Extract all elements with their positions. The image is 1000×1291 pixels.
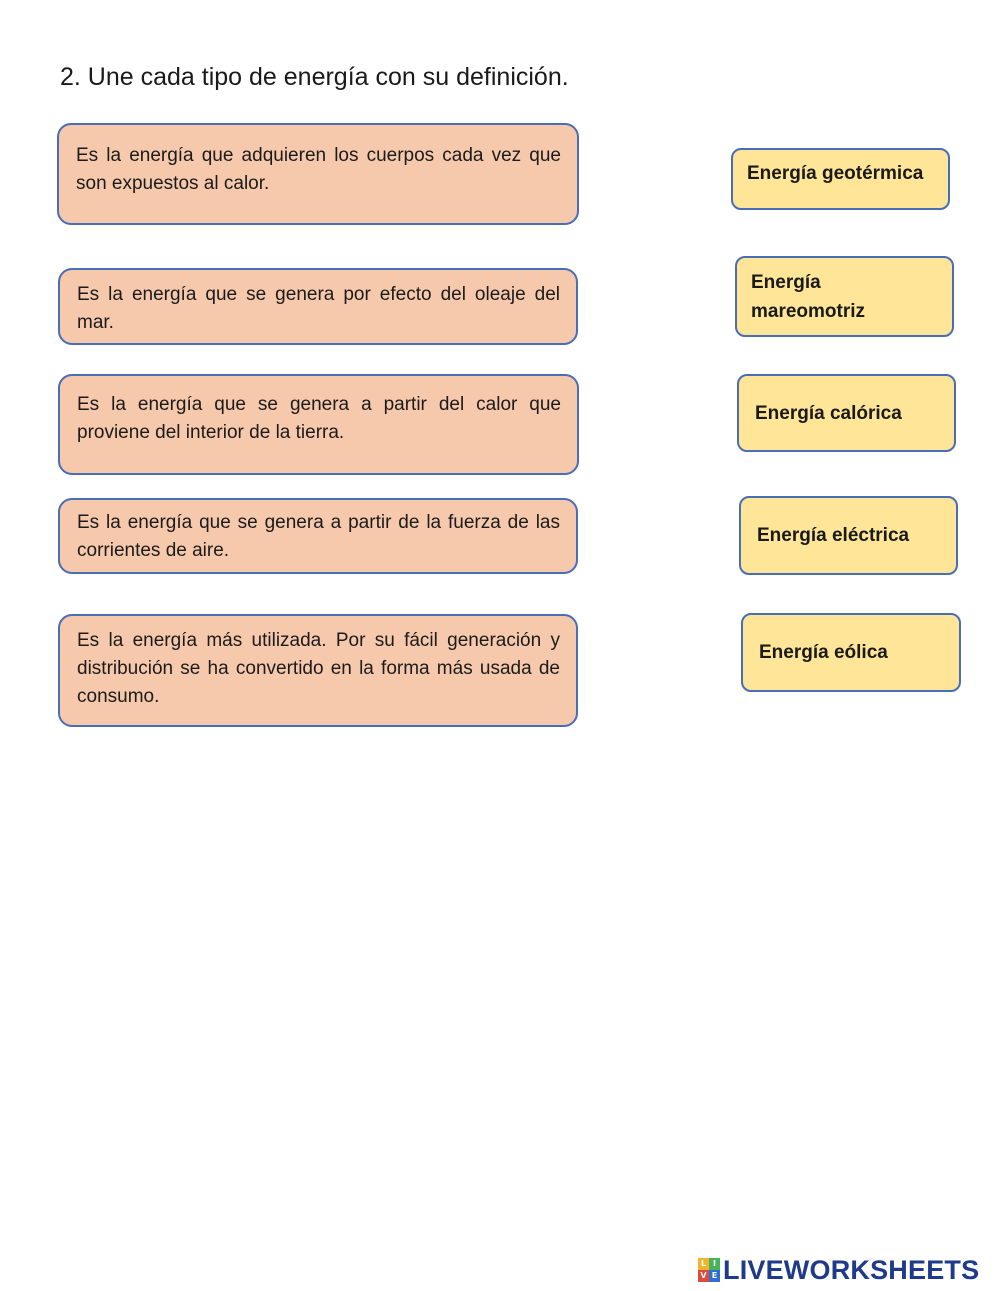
- definition-box-geothermal: Es la energía que se genera a partir del calor que proviene del interior de la tierra.: [58, 374, 579, 475]
- term-box-mareomotriz[interactable]: Energía mareomotriz: [735, 256, 954, 337]
- definition-box-wind: Es la energía que se genera a partir de la fuerza de las corrientes de aire.: [58, 498, 578, 574]
- definition-box-heat: Es la energía que adquieren los cuerpos cada vez que son expuestos al calor.: [57, 123, 579, 225]
- term-box-calorica[interactable]: Energía calórica: [737, 374, 956, 452]
- liveworksheets-logo: [698, 1255, 979, 1285]
- term-box-electrica[interactable]: Energía eléctrica: [739, 496, 958, 575]
- page-title: 2. Une cada tipo de energía con su definición.: [60, 63, 569, 91]
- term-box-eolica[interactable]: Energía eólica: [741, 613, 961, 692]
- logo-mark-icon: L I V E: [698, 1258, 720, 1282]
- logo-text: LIVEWORKSHEETS: [723, 1254, 980, 1285]
- term-box-geotermica[interactable]: Energía geotérmica: [731, 148, 950, 210]
- definition-box-tidal: Es la energía que se genera por efecto del oleaje del mar.: [58, 268, 578, 345]
- definition-box-electric: Es la energía más utilizada. Por su fácil generación y distribución se ha convertido en la forma más usada de consumo.: [58, 614, 578, 727]
